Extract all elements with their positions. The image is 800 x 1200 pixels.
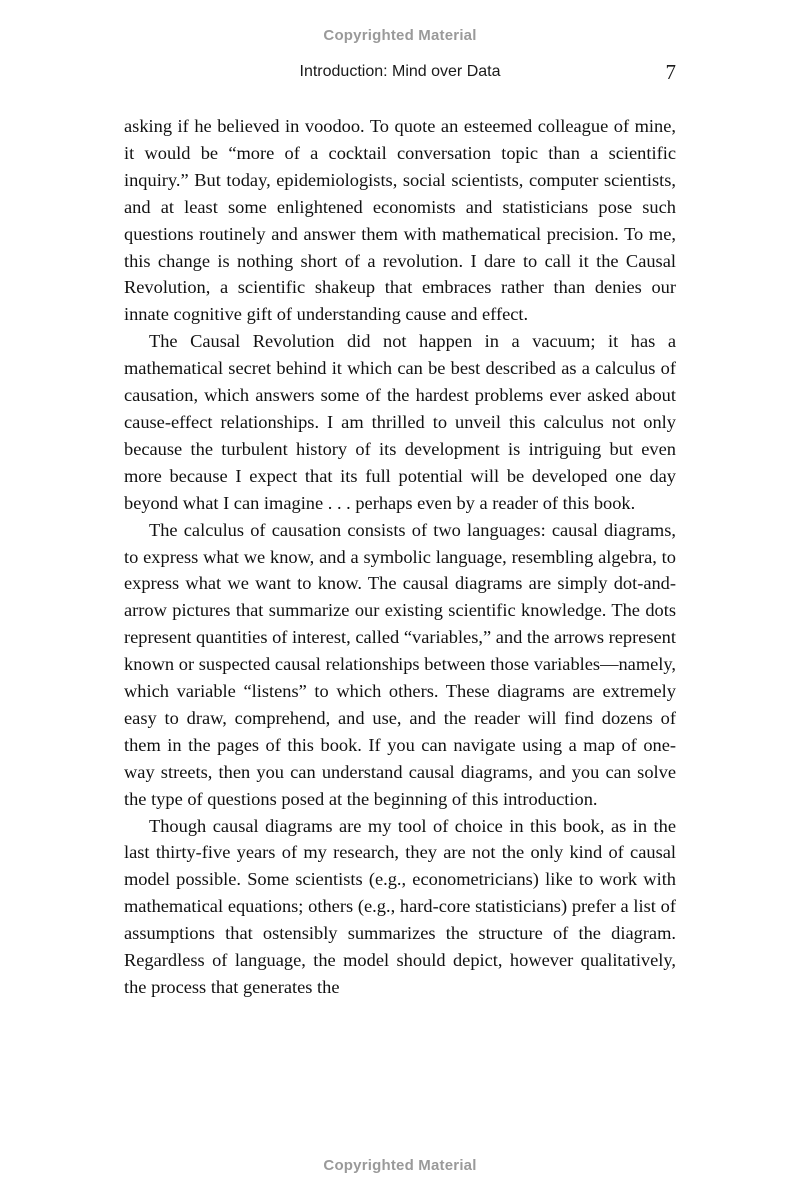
- copyright-watermark-bottom: Copyrighted Material: [323, 1157, 477, 1174]
- copyright-watermark-top: Copyrighted Material: [323, 27, 477, 44]
- paragraph-4: Though causal diagrams are my tool of choice in this book, as in the last thirty-five years of my research, they are not the only kind of causal model possible. Some scientists (e.g., econometricians) like to work with mathematical equations; others (e.g., hard-core statisticians) prefer a list of assumptions that ostensibly summarizes the structure of the diagram. Regardless of language, the model should depict, however qualitatively, the process that generates the: [124, 815, 676, 997]
- running-header: [124, 60, 676, 86]
- page-number: 7: [665, 60, 676, 84]
- paragraph-2: The Causal Revolution did not happen in a vacuum; it has a mathematical secret behind it which can be best described as a calculus of causation, which answers some of the hardest problems ever asked about cause-effect relationships. I am thrilled to unveil this calculus not only because the turbulent history of its development is intriguing but even more because I expect that its full potential will be developed one day beyond what I can imagine . . . perhaps even by a reader of this book.: [124, 331, 676, 513]
- body-text: [124, 113, 676, 1001]
- running-title: Introduction: Mind over Data: [299, 63, 501, 80]
- paragraph-3: The calculus of causation consists of two languages: causal diagrams, to express what we know, and a symbolic language, resembling algebra, to express what we want to know. The causal diagrams are simply dot-and-arrow pictures that summarize our existing scientific knowledge. The dots represent quantities of interest, called “variables,” and the arrows represent known or suspected causal relationships between those variables—namely, which variable “listens” to which others. These diagrams are extremely easy to draw, comprehend, and use, and the reader will find dozens of them in the pages of this book. If you can navigate using a map of one-way streets, then you can understand causal diagrams, and you can solve the type of questions posed at the beginning of this introduction.: [124, 519, 676, 809]
- paragraph-1: asking if he believed in voodoo. To quote an esteemed colleague of mine, it would be “more of a cocktail conversation topic than a scientific inquiry.” But today, epidemiologists, social scientists, computer scientists, and at least some enlightened economists and statisticians pose such questions routinely and answer them with mathematical precision. To me, this change is nothing short of a revolution. I dare to call it the Causal Revolution, a scientific shakeup that embraces rather than denies our innate cognitive gift of understanding cause and effect.: [124, 116, 676, 325]
